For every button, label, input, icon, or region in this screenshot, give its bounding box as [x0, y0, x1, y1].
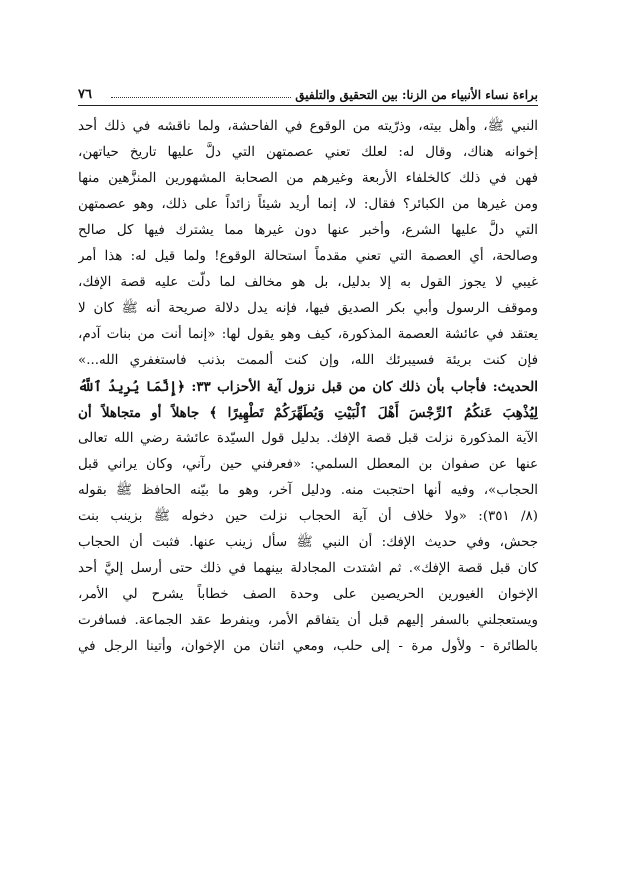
text-line: الحجاب»، وفيه أنها احتجبت منه. ودليل آخر، وهو ما بيّنه الحافظ ﷺ بقوله [78, 483, 538, 498]
text-line: ويستعجلني بالسفر إليهم قبل أن يتفاقم الأمر، وينفرط عقد الجماعة. فسافرت [78, 613, 538, 628]
text-line: لِيُذْهِبَ عَنكُمُ ٱلرِّجْسَ أَهْلَ ٱلْبَيْتِ وَيُطَهِّرَكُمْ تَطْهِيرًا ﴾ جاهلاً أو متجاهلاً أن [78, 405, 538, 421]
text-line: النبي ﷺ، وأهل بيته، وذرّيته من الوقوع في الفاحشة، ولما ناقشه في ذلك أحد [78, 119, 538, 134]
text-line: (٨/ ٣٥١): «ولا خلاف أن آية الحجاب نزلت حين دخوله ﷺ بزينب بنت [78, 509, 538, 524]
text-line: غيبي لا يجوز القول به إلا بدليل، بل هو مخالف لما دلّت عليه قصة الإفك، [78, 275, 538, 290]
running-header [78, 80, 538, 106]
text-line: ومن غيرها من الكبائر؟ فقال: لا، إنما أريد شيئاً زائداً على ذلك، وهو عصمتهن [78, 197, 538, 212]
header-title: براءة نساء الأنبياء من الزنا: بين التحقيق والتلفيق [295, 88, 538, 102]
text-line: الآية المذكورة نزلت قبل قصة الإفك. بدليل قول السيّدة عائشة رضي الله تعالى [78, 431, 538, 446]
text-line: وصالحة، أي العصمة التي تعني مقدماً استحالة الوقوع! ولما قيل له: هذا أمر [78, 249, 538, 264]
text-line: وموقف الرسول وأبي بكر الصديق فيها، فإنه يدل دلالة صريحة أنه ﷺ كان لا [78, 301, 538, 316]
text-line: الإخوان الغيورين الحريصين على وحدة الصف خطاباً يشرح لي الأمر، [78, 587, 538, 602]
body-text [78, 114, 538, 660]
text-line: التي دلَّ عليها الشرع، وأخبر عنها دون غيرها مما يشترك فيها كل صالح [78, 223, 538, 238]
text-line: كان قبل قصة الإفك». ثم اشتدت المجادلة بينهما في ذلك حتى أرسل إليَّ أحد [78, 561, 538, 576]
page-number: ٧٦ [78, 87, 92, 102]
text-line: الحديث: فأجاب بأن ذلك كان من قبل نزول آية الأحزاب ٣٣: ﴿إِنَّمَا يُرِيدُ ٱللَّهُ [78, 379, 538, 395]
header-title-group [111, 88, 538, 102]
header-leader-dots [111, 97, 291, 98]
text-line: عنها عن صفوان بن المعطل السلمي: «فعرفني حين رآني، وكان يراني قبل [78, 457, 538, 472]
text-line: فهن في ذلك كالخلفاء الأربعة وغيرهم من الصحابة المشهورين المنزَّهين منها [78, 171, 538, 186]
text-line: فإن كنت بريئة فسيبرئك الله، وإن كنت ألممت بذنب فاستغفري الله...» [78, 353, 538, 368]
text-line: إخوانه هناك، وقال له: لعلك تعني عصمتهن التي دلَّ عليها تاريخ حياتهن، [78, 145, 538, 160]
text-line: يعتقد في عائشة العصمة المذكورة، كيف وهو يقول لها: «إنما أنت من بنات آدم، [78, 327, 538, 342]
text-line: جحش، وفي حديث الإفك: أن النبي ﷺ سأل زينب عنها. فثبت أن الحجاب [78, 535, 538, 550]
text-line: بالطائرة - ولأول مرة - إلى حلب، ومعي اثنان من الإخوان، وأتينا الرجل في [78, 639, 538, 654]
